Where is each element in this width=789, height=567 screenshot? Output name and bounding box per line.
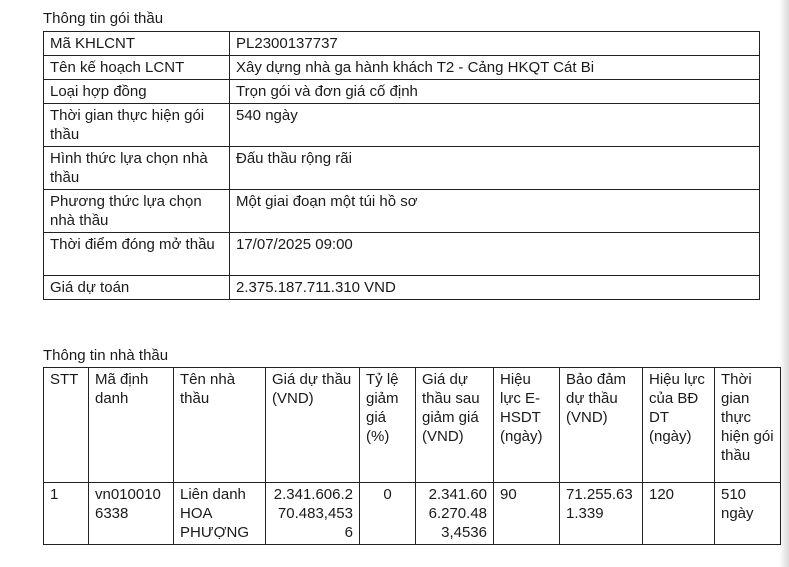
cell-discount: 0: [360, 483, 416, 545]
col-header-guarantee-validity: Hiệu lực của BĐ DT (ngày): [643, 368, 715, 483]
row-value: Xây dựng nhà ga hành khách T2 - Cảng HKQT Cát Bi: [230, 56, 760, 80]
table-row: [44, 276, 760, 300]
col-header-duration: Thời gian thực hiện gói thầu: [715, 368, 781, 483]
cell-guarantee: 71.255.631.339: [560, 483, 643, 545]
row-value: PL2300137737: [230, 32, 760, 56]
cell-stt: 1: [44, 483, 89, 545]
row-value: Một giai đoạn một túi hồ sơ: [230, 190, 760, 233]
row-label: Mã KHLCNT: [44, 32, 230, 56]
row-label: Thời điểm đóng mở thầu: [44, 233, 230, 276]
row-label: Thời gian thực hiện gói thầu: [44, 104, 230, 147]
col-header-stt: STT: [44, 368, 89, 483]
col-header-guarantee: Bảo đảm dự thầu (VND): [560, 368, 643, 483]
table-row: [44, 483, 781, 545]
row-value: 2.375.187.711.310 VND: [230, 276, 760, 300]
row-value: 17/07/2025 09:00: [230, 233, 760, 276]
col-header-id: Mã định danh: [89, 368, 174, 483]
row-value: Đấu thầu rộng rãi: [230, 147, 760, 190]
table-row: [44, 80, 760, 104]
row-label: Giá dự toán: [44, 276, 230, 300]
row-label: Loại hợp đồng: [44, 80, 230, 104]
table-row: [44, 32, 760, 56]
row-label: Phương thức lựa chọn nhà thầu: [44, 190, 230, 233]
cell-price-after-discount: 2.341.606.270.483,4536: [416, 483, 494, 545]
table-header-row: [44, 368, 781, 483]
col-header-name: Tên nhà thầu: [174, 368, 266, 483]
row-value: 540 ngày: [230, 104, 760, 147]
cell-validity: 90: [494, 483, 560, 545]
col-header-bid-price: Giá dự thầu (VND): [266, 368, 360, 483]
col-header-validity: Hiệu lực E-HSDT (ngày): [494, 368, 560, 483]
row-value: Trọn gói và đơn giá cố định: [230, 80, 760, 104]
cell-guarantee-validity: 120: [643, 483, 715, 545]
col-header-price-after-discount: Giá dự thầu sau giảm giá (VND): [416, 368, 494, 483]
cell-name: Liên danh HOA PHƯỢNG: [174, 483, 266, 545]
cell-duration: 510 ngày: [715, 483, 781, 545]
col-header-discount: Tỷ lệ giảm giá (%): [360, 368, 416, 483]
table-row: [44, 104, 760, 147]
row-label: Hình thức lựa chọn nhà thầu: [44, 147, 230, 190]
table-row: [44, 233, 760, 276]
package-info-table: [43, 31, 760, 300]
cell-bid-price: 2.341.606.270.483,4536: [266, 483, 360, 545]
cell-id: vn0100106338: [89, 483, 174, 545]
bidder-section-title: Thông tin nhà thầu: [43, 347, 169, 364]
table-row: [44, 190, 760, 233]
bidder-info-table: [43, 367, 781, 545]
package-section-title: Thông tin gói thầu: [43, 10, 164, 27]
table-row: [44, 147, 760, 190]
table-row: [44, 56, 760, 80]
row-label: Tên kế hoạch LCNT: [44, 56, 230, 80]
